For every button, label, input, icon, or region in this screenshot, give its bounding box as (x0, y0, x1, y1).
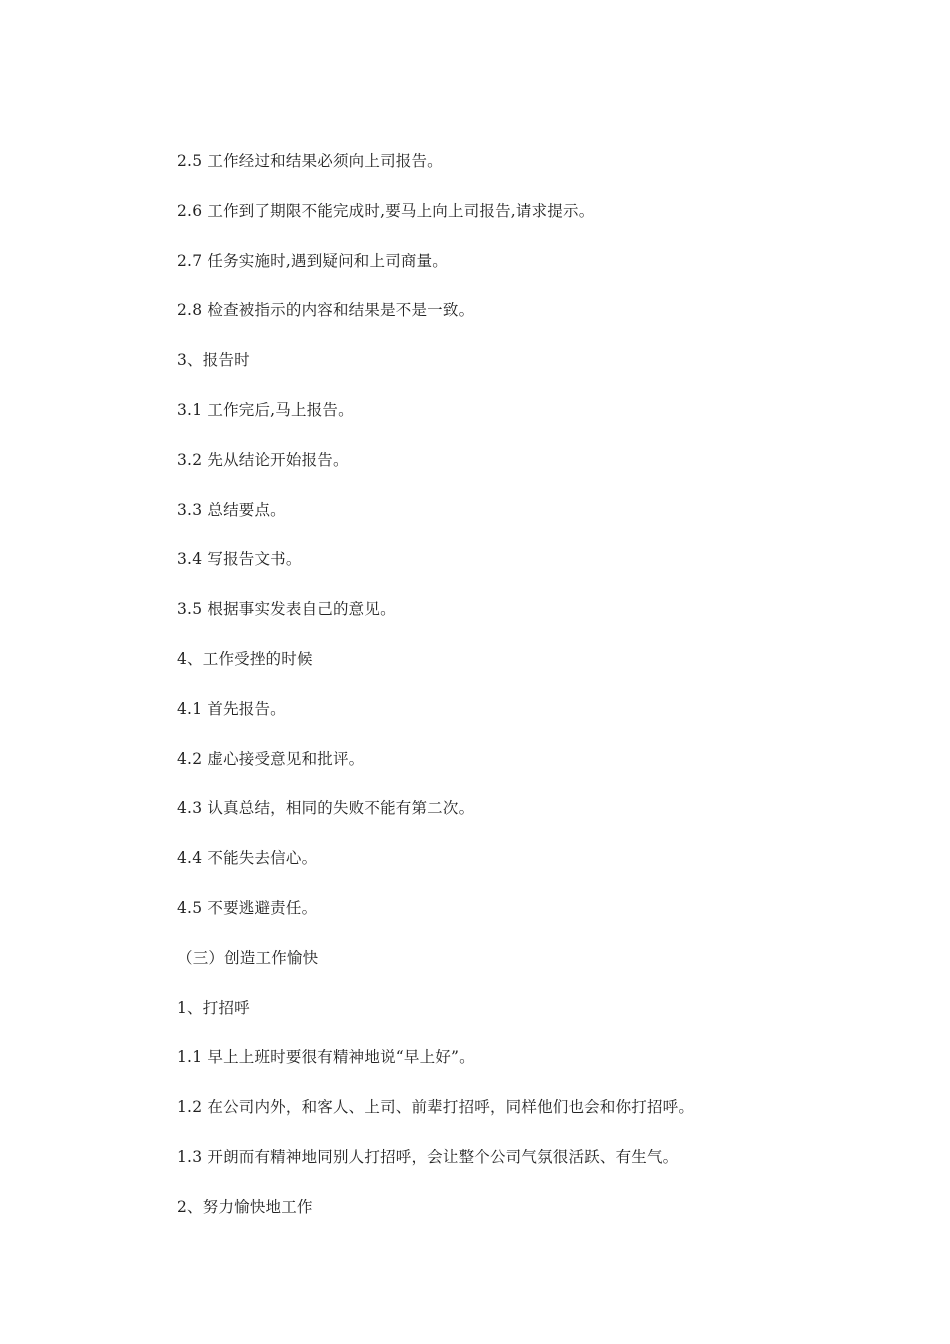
section-heading-1: 1、打招呼 (177, 998, 250, 1017)
paragraph-4-5: 4.5 不要逃避责任。 (177, 898, 318, 917)
paragraph-3-5: 3.5 根据事实发表自己的意见。 (177, 600, 396, 619)
paragraph-3-2: 3.2 先从结论开始报告。 (177, 450, 349, 469)
paragraph-3-4: 3.4 写报告文书。 (177, 550, 302, 569)
paragraph-2-5: 2.5 工作经过和结果必须向上司报告。 (177, 152, 443, 170)
section-heading-3: 3、报告时 (177, 351, 250, 370)
paragraph-1-1: 1.1 早上上班时要很有精神地说“早上好”。 (177, 1048, 475, 1067)
paragraph-4-2: 4.2 虚心接受意见和批评。 (177, 749, 365, 768)
paragraph-2-7: 2.7 任务实施时,遇到疑问和上司商量。 (177, 251, 449, 270)
paragraph-1-2: 1.2 在公司内外，和客人、上司、前辈打招呼，同样他们也会和你打招呼。 (177, 1098, 695, 1117)
paragraph-3-1: 3.1 工作完后,马上报告。 (177, 400, 354, 419)
paragraph-1-3: 1.3 开朗而有精神地同别人打招呼，会让整个公司气氛很活跃、有生气。 (177, 1147, 679, 1166)
chapter-heading-3: （三）创造工作愉快 (177, 948, 319, 967)
paragraph-2-6: 2.6 工作到了期限不能完成时,要马上向上司报告,请求提示。 (177, 201, 595, 220)
paragraph-4-3: 4.3 认真总结，相同的失败不能有第二次。 (177, 799, 475, 818)
section-heading-2: 2、努力愉快地工作 (177, 1197, 313, 1216)
document-body (177, 149, 897, 1245)
paragraph-2-8: 2.8 检查被指示的内容和结果是不是一致。 (177, 301, 475, 320)
paragraph-4-1: 4.1 首先报告。 (177, 699, 286, 718)
section-heading-4: 4、工作受挫的时候 (177, 649, 313, 668)
paragraph-3-3: 3.3 总结要点。 (177, 500, 286, 519)
paragraph-4-4: 4.4 不能失去信心。 (177, 849, 318, 868)
